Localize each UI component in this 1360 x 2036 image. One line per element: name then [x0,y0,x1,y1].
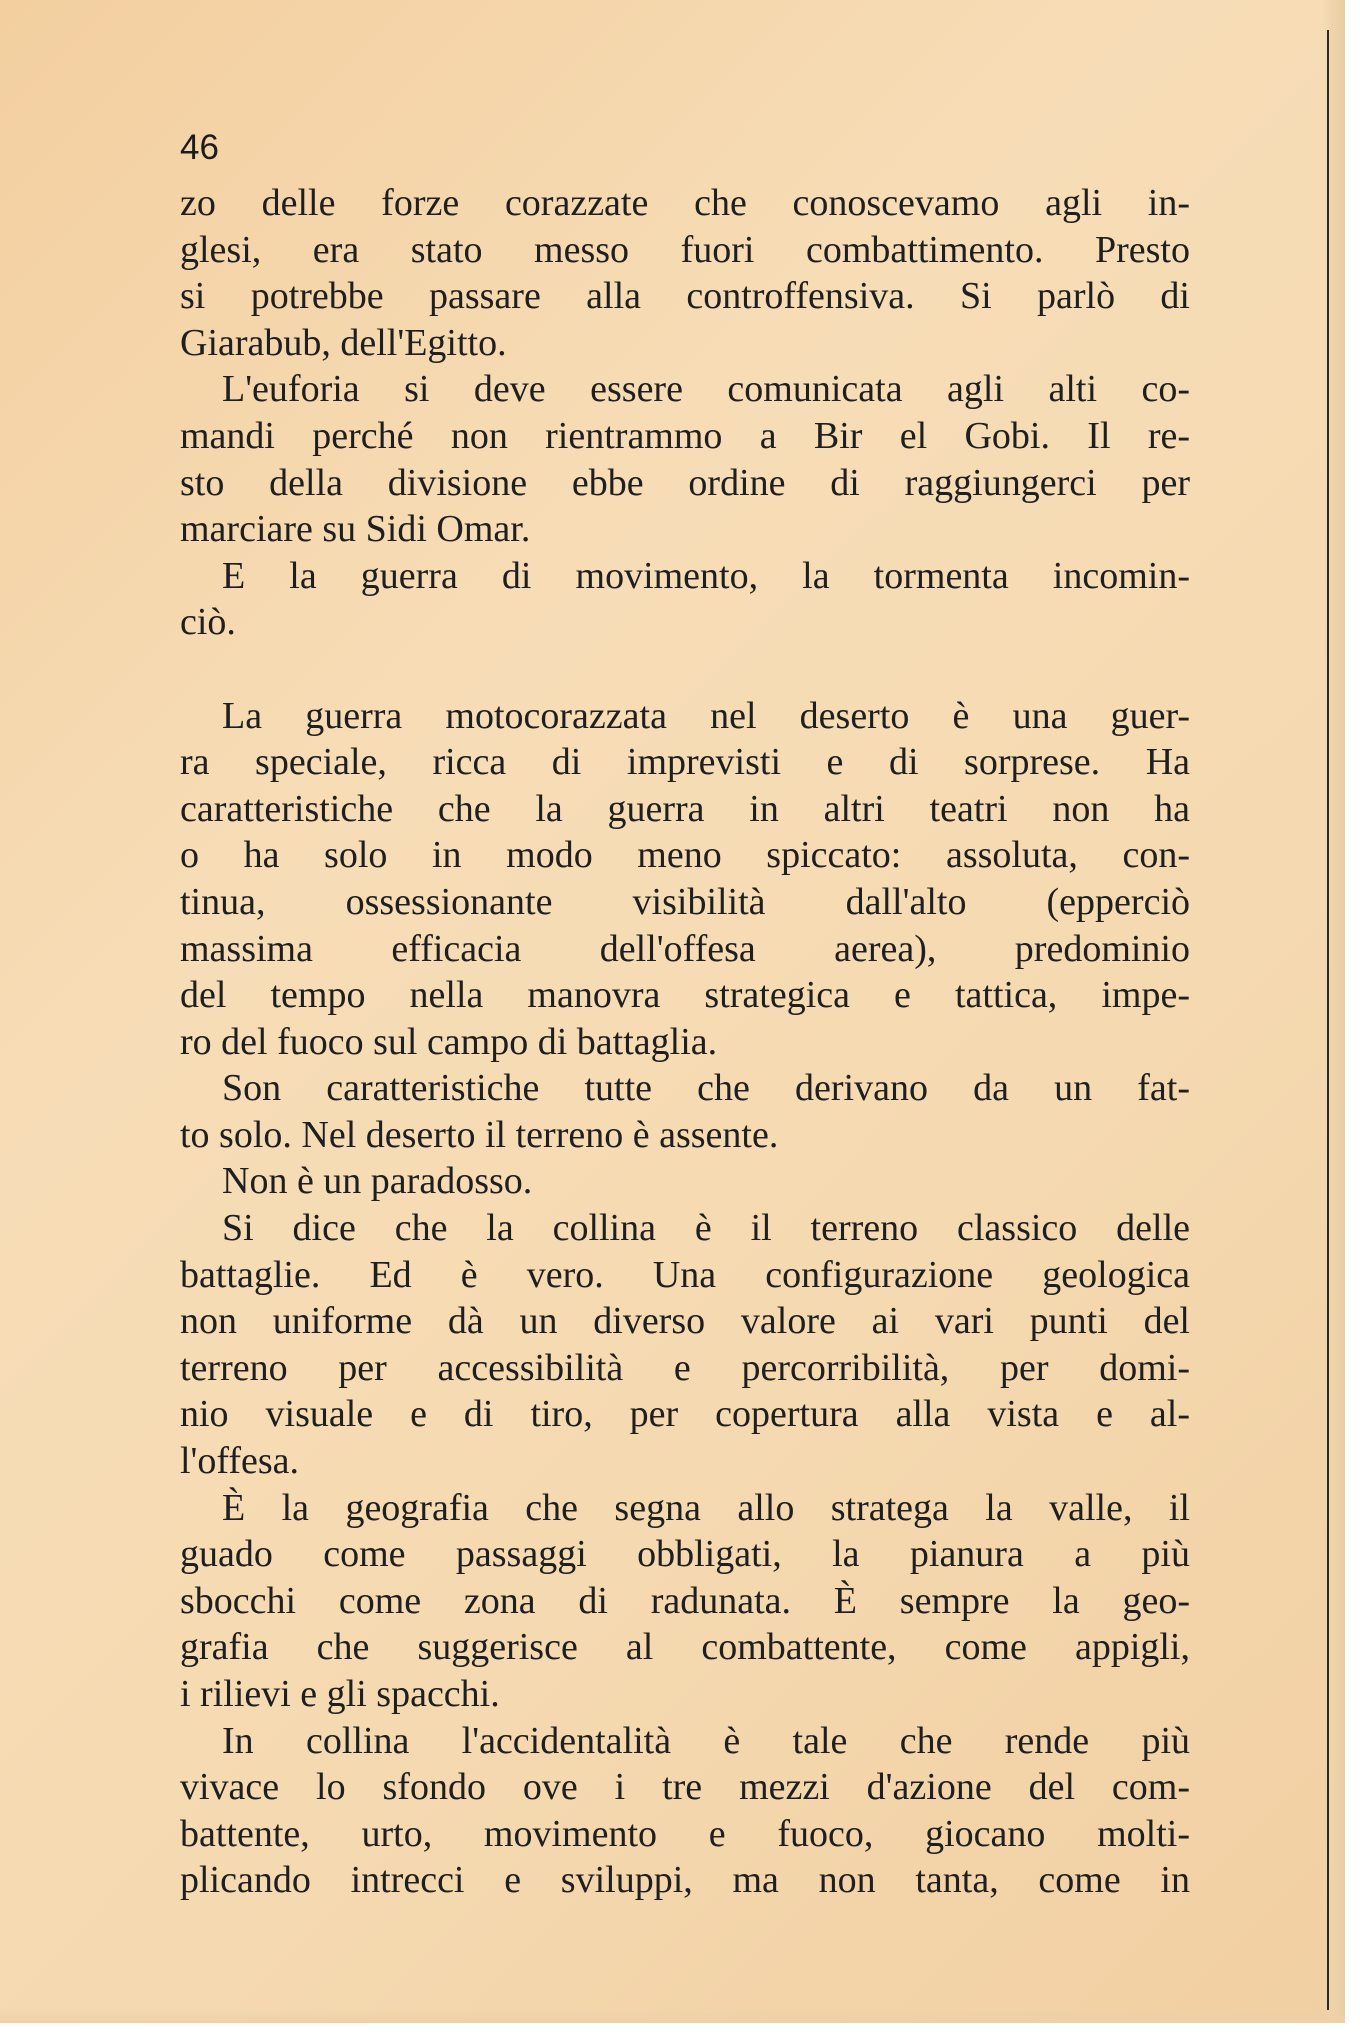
text-line: sbocchi come zona di radunata. È sempre la geo- [180,1579,1190,1622]
text-line: ro del fuoco sul campo di battaglia. [180,1020,718,1063]
text-line: terreno per accessibilità e percorribilità, per domi- [180,1346,1190,1389]
text-line: Son caratteristiche tutte che derivano da un fat- [222,1067,1190,1110]
text-line: mandi perché non rientrammo a Bir el Gobi. Il re- [180,414,1190,457]
text-line: zo delle forze corazzate che conoscevamo agli in- [180,182,1190,224]
text-line: l'offesa. [180,1440,300,1483]
binding-shadow-line [1327,30,1329,2010]
page-body-text [180,180,1190,1904]
section-break [180,646,1190,693]
text-line: battente, urto, movimento e fuoco, giocano molti- [180,1812,1190,1855]
text-line: del tempo nella manovra strategica e tattica, impe- [180,974,1190,1017]
text-line: glesi, era stato messo fuori combattimento. Presto [180,228,1190,271]
text-line: E la guerra di movimento, la tormenta incomin- [222,554,1190,597]
text-line: plicando intrecci e sviluppi, ma non tanta, come in [180,1859,1190,1902]
text-line: marciare su Sidi Omar. [180,508,531,551]
text-line: sto della divisione ebbe ordine di raggiungerci per [180,461,1190,504]
text-line: i rilievi e gli spacchi. [180,1673,500,1715]
text-line: tinua, ossessionante visibilità dall'alto (epperciò [180,880,1190,923]
text-line: ra speciale, ricca di imprevisti e di sorprese. Ha [180,741,1190,784]
text-line: non uniforme dà un diverso valore ai vari punti del [180,1300,1190,1343]
text-line: Giarabub, dell'Egitto. [180,321,507,364]
text-line: vivace lo sfondo ove i tre mezzi d'azione del com- [180,1766,1190,1809]
text-line: La guerra motocorazzata nel deserto è una guer- [222,694,1190,737]
text-line: L'euforia si deve essere comunicata agli alti co- [222,368,1190,411]
text-line: battaglie. Ed è vero. Una configurazione geologica [180,1253,1190,1296]
text-line: grafia che suggerisce al combattente, come appigli, [180,1626,1190,1669]
text-line: caratteristiche che la guerra in altri teatri non ha [180,787,1190,830]
text-line: nio visuale e di tiro, per copertura alla vista e al- [180,1393,1190,1436]
text-line: massima efficacia dell'offesa aerea), predominio [180,927,1190,970]
text-line: guado come passaggi obbligati, la pianura a più [180,1533,1190,1576]
text-line: Non è un paradosso. [222,1160,533,1203]
text-line: si potrebbe passare alla controffensiva. Si parlò di [180,275,1190,318]
text-line: to solo. Nel deserto il terreno è assente. [180,1113,779,1156]
page-number: 46 [180,128,219,167]
text-line: Si dice che la collina è il terreno classico delle [222,1207,1190,1250]
text-line: In collina l'accidentalità è tale che rende più [222,1719,1190,1762]
text-line: ciò. [180,601,236,644]
text-line: o ha solo in modo meno spiccato: assoluta, con- [180,834,1190,877]
text-line: È la geografia che segna allo stratega la valle, il [222,1486,1190,1529]
page-bottom-edge [0,2009,1345,2023]
